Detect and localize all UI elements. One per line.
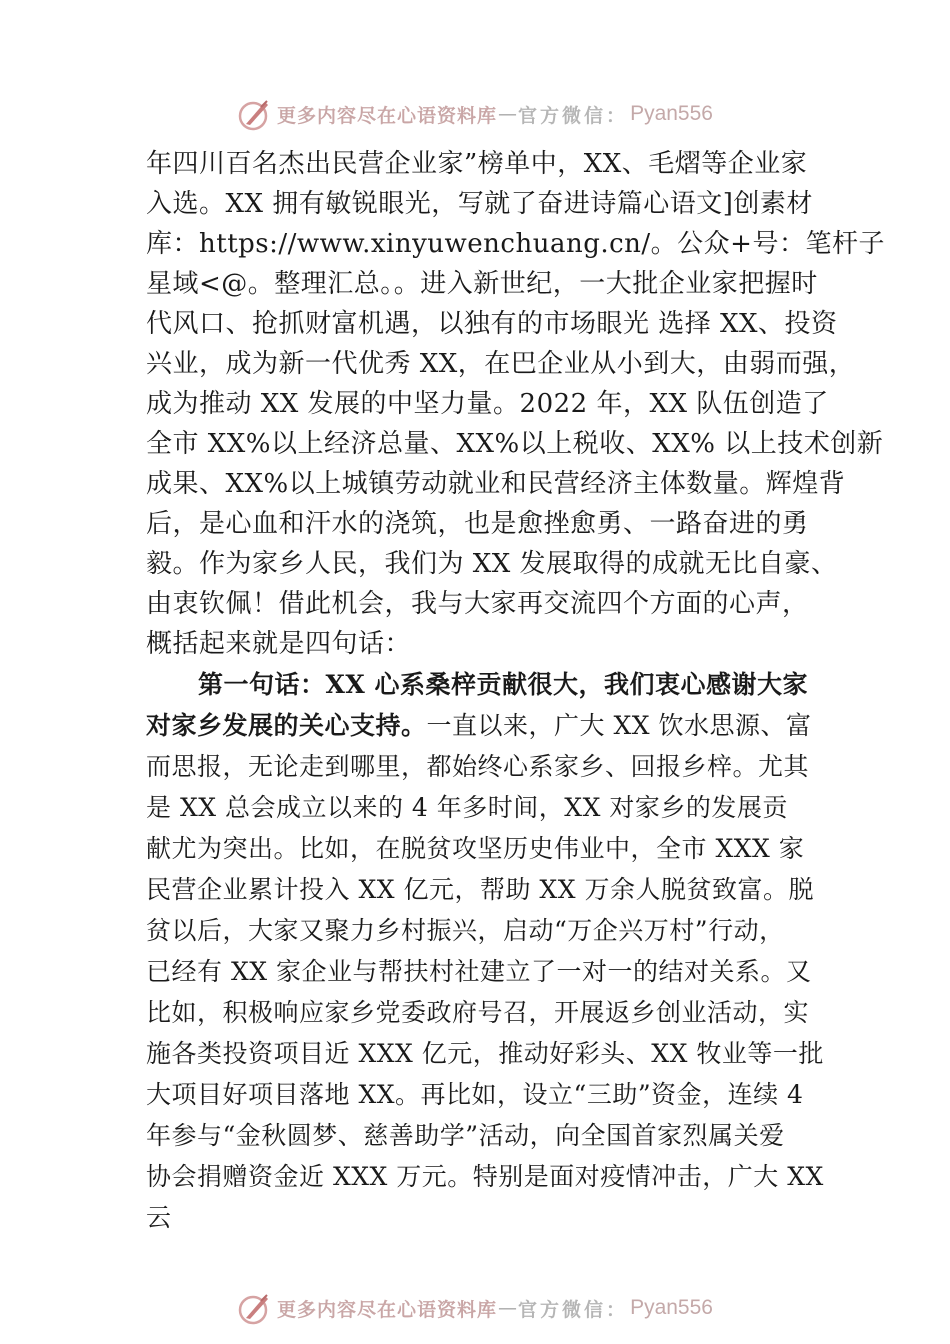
watermark-label: 官方微信：	[518, 104, 629, 127]
watermark-banner-bottom	[0, 1286, 950, 1330]
text-line: 毅。作为家乡人民，我们为 XX 发展取得的成就无比自豪、	[146, 549, 838, 579]
text-line: 已经有 XX 家企业与帮扶村社建立了一对一的结对关系。又	[146, 957, 812, 986]
watermark-text: 更多内容尽在心语资料库	[277, 104, 498, 127]
text-line: 比如，积极响应家乡党委政府号召，开展返乡创业活动，实	[146, 998, 810, 1027]
text-line: 库：https://www.xinyuwenchuang.cn/。公众+号：笔杆子	[146, 229, 885, 259]
text-line: 后，是心血和汗水的浇筑，也是愈挫愈勇、一路奋进的勇	[146, 509, 809, 539]
section-heading-end: 对家乡发展的关心支持。	[146, 711, 427, 740]
text-line	[146, 705, 816, 746]
text-line: 而思报，无论走到哪里，都始终心系家乡、回报乡梓。尤其	[146, 752, 810, 781]
text-line: 星域<@。整理汇总。。进入新世纪，一大批企业家把握时	[146, 269, 818, 299]
watermark-banner-top	[0, 92, 950, 136]
text-line: 入选。XX 拥有敏锐眼光，写就了奋进诗篇心语文]创素材	[146, 189, 813, 219]
text-line: 兴业，成为新一代优秀 XX，在巴企业从小到大，由弱而强，	[146, 349, 856, 379]
text-line: 代风口、抢抓财富机遇，以独有的市场眼光 选择 XX、投资	[146, 309, 838, 339]
text-line: 民营企业累计投入 XX 亿元，帮助 XX 万余人脱贫致富。脱	[146, 875, 814, 904]
text-line: 成为推动 XX 发展的中坚力量。2022 年，XX 队伍创造了	[146, 389, 829, 419]
watermark-text: 更多内容尽在心语资料库	[277, 1298, 498, 1321]
section-heading: 第一句话：XX 心系桑梓贡献很大，我们衷心感谢大家	[198, 670, 808, 699]
watermark-separator: —	[498, 1297, 518, 1319]
text-line: 施各类投资项目近 XXX 亿元，推动好彩头、XX 牧业等一批	[146, 1039, 824, 1068]
paragraph-2	[146, 664, 824, 1238]
text-line: 是 XX 总会成立以来的 4 年多时间，XX 对家乡的发展贡	[146, 793, 788, 822]
text-line: 全市 XX%以上经济总量、XX%以上税收、XX% 以上技术创新	[146, 429, 884, 459]
document-body	[146, 144, 885, 1238]
text-line: 协会捐赠资金近 XXX 万元。特别是面对疫情冲击，广大 XX	[146, 1162, 824, 1191]
text-line: 云	[146, 1203, 172, 1232]
text-line: 贫以后，大家又聚力乡村振兴，启动“万企兴万村”行动，	[146, 916, 785, 945]
watermark-wechat-id: Pyan556	[630, 102, 713, 125]
quill-logo-icon	[237, 96, 273, 132]
watermark-separator: —	[498, 103, 518, 125]
quill-logo-icon	[237, 1290, 273, 1326]
text-line: 成果、XX%以上城镇劳动就业和民营经济主体数量。辉煌背	[146, 469, 846, 499]
watermark-label: 官方微信：	[518, 1298, 629, 1321]
paragraph-1	[146, 144, 885, 664]
text-line: 概括起来就是四句话：	[146, 629, 412, 659]
watermark-wechat-id: Pyan556	[630, 1296, 713, 1319]
text-line: 献尤为突出。比如，在脱贫攻坚历史伟业中，全市 XXX 家	[146, 834, 805, 863]
text-line: 由衷钦佩！借此机会，我与大家再交流四个方面的心声，	[146, 589, 809, 619]
text-line: 年参与“金秋圆梦、慈善助学”活动，向全国首家烈属关爱	[146, 1121, 785, 1150]
text-line: 大项目好项目落地 XX。再比如，设立“三助”资金，连续 4	[146, 1080, 804, 1109]
text-line-rest: 一直以来，广大 XX 饮水思源、富	[426, 711, 812, 740]
text-line: 年四川百名杰出民营企业家”榜单中，XX、毛熠等企业家	[146, 149, 808, 179]
